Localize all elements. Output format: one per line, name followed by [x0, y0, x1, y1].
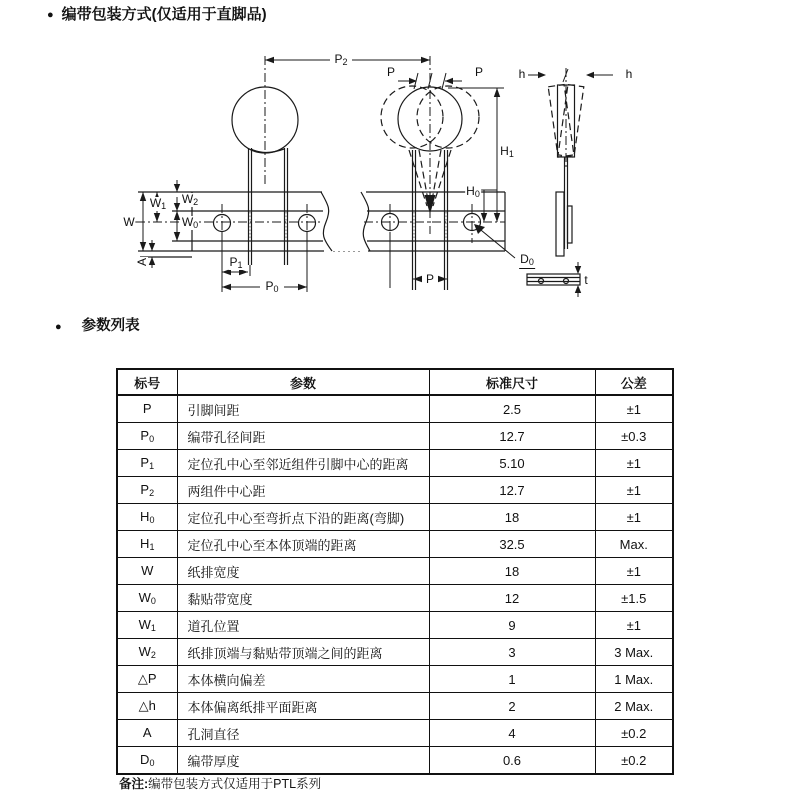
param-cell: 黏贴带宽度 — [177, 585, 429, 612]
symbol-cell: $W_0$ — [117, 585, 177, 612]
size-cell: 18 — [429, 558, 595, 585]
symbol-cell: A — [117, 720, 177, 747]
size-cell: 5.10 — [429, 450, 595, 477]
table-row — [117, 693, 673, 720]
symbol-cell: $H_1$ — [117, 531, 177, 558]
dim-label-t: t — [584, 273, 588, 287]
table-row — [117, 423, 673, 450]
note-text: 编带包装方式仅适用于PTL系列 — [148, 777, 322, 791]
dim-label-h-right: h — [625, 67, 633, 81]
header-symbol: 标号 — [117, 369, 177, 395]
dim-label-w1: $W_1$ — [149, 196, 167, 211]
tol-cell: Max. — [595, 531, 673, 558]
table-row — [117, 395, 673, 423]
dim-label-p-top-right: P — [474, 65, 484, 79]
size-cell: 12 — [429, 585, 595, 612]
param-cell: 编带孔径间距 — [177, 423, 429, 450]
param-cell: 道孔位置 — [177, 612, 429, 639]
size-cell: 18 — [429, 504, 595, 531]
bullet-icon: ● — [47, 9, 54, 21]
dim-label-p0: $P_0$ — [265, 279, 279, 294]
note-label: 备注: — [119, 777, 149, 791]
param-cell: 孔洞直径 — [177, 720, 429, 747]
dim-label-h-left: h — [518, 67, 526, 81]
tol-cell: ±1 — [595, 477, 673, 504]
param-cell: 纸排顶端与黏贴带顶端之间的距离 — [177, 639, 429, 666]
param-cell: 定位孔中心至弯折点下沿的距离(弯脚) — [177, 504, 429, 531]
symbol-cell: P — [117, 395, 177, 423]
dim-label-w0: $W_0$ — [181, 215, 199, 230]
symbol-cell: $P_2$ — [117, 477, 177, 504]
dim-label-p1: $P_1$ — [229, 255, 243, 270]
table-header-row — [117, 369, 673, 395]
table-row — [117, 666, 673, 693]
dim-label-d0: $D_0$ — [520, 252, 534, 267]
tol-cell: ±0.2 — [595, 720, 673, 747]
tol-cell: 2 Max. — [595, 693, 673, 720]
size-cell: 4 — [429, 720, 595, 747]
table-row — [117, 612, 673, 639]
table-row — [117, 585, 673, 612]
tol-cell: ±1 — [595, 558, 673, 585]
size-cell: 2.5 — [429, 395, 595, 423]
param-cell: 定位孔中心至邻近组件引脚中心的距离 — [177, 450, 429, 477]
param-cell: 编带厚度 — [177, 747, 429, 775]
param-cell: 本体偏离纸排平面距离 — [177, 693, 429, 720]
tol-cell: ±1 — [595, 504, 673, 531]
table-note — [119, 774, 321, 792]
size-cell: 12.7 — [429, 477, 595, 504]
dim-label-p-top-left: P — [386, 65, 396, 79]
symbol-cell: W — [117, 558, 177, 585]
header-tolerance: 公差 — [595, 369, 673, 395]
symbol-cell: $D_0$ — [117, 747, 177, 775]
tol-cell: ±1 — [595, 395, 673, 423]
section-title-parameters — [55, 318, 140, 335]
table-row — [117, 504, 673, 531]
table-row — [117, 720, 673, 747]
size-cell: 9 — [429, 612, 595, 639]
param-cell: 两组件中心距 — [177, 477, 429, 504]
dim-label-h1: $H_1$ — [500, 144, 514, 159]
size-cell: 1 — [429, 666, 595, 693]
header-parameter: 参数 — [177, 369, 429, 395]
tol-cell: ±1.5 — [595, 585, 673, 612]
section-title-text: 参数列表 — [81, 318, 140, 334]
tol-cell: 3 Max. — [595, 639, 673, 666]
dim-label-w2: $W_2$ — [181, 192, 199, 207]
table-row — [117, 558, 673, 585]
table-row — [117, 747, 673, 775]
header-standard-size: 标准尺寸 — [429, 369, 595, 395]
size-cell: 0.6 — [429, 747, 595, 775]
tol-cell: 1 Max. — [595, 666, 673, 693]
taping-diagram — [0, 0, 790, 312]
dim-label-w: W — [123, 215, 135, 229]
param-cell: 定位孔中心至本体顶端的距离 — [177, 531, 429, 558]
page-title-text: 编带包装方式(仅适用于直脚品) — [61, 6, 267, 23]
bullet-icon: ● — [55, 321, 62, 333]
symbol-cell: $P_1$ — [117, 450, 177, 477]
dim-label-p-bottom: P — [425, 272, 435, 286]
tol-cell: ±1 — [595, 612, 673, 639]
symbol-cell: △P — [117, 666, 177, 693]
symbol-cell: $H_0$ — [117, 504, 177, 531]
table-row — [117, 531, 673, 558]
size-cell: 12.7 — [429, 423, 595, 450]
param-cell: 纸排宽度 — [177, 558, 429, 585]
size-cell: 32.5 — [429, 531, 595, 558]
tol-cell: ±0.3 — [595, 423, 673, 450]
symbol-cell: △h — [117, 693, 177, 720]
table-row — [117, 450, 673, 477]
param-cell: 引脚间距 — [177, 395, 429, 423]
table-row — [117, 639, 673, 666]
param-cell: 本体横向偏差 — [177, 666, 429, 693]
parameter-table — [116, 368, 674, 775]
dim-label-p2: $P_2$ — [334, 52, 348, 67]
symbol-cell: $P_0$ — [117, 423, 177, 450]
tol-cell: ±0.2 — [595, 747, 673, 775]
dim-label-a: A — [135, 257, 149, 267]
symbol-cell: $W_1$ — [117, 612, 177, 639]
table-row — [117, 477, 673, 504]
size-cell: 2 — [429, 693, 595, 720]
tol-cell: ±1 — [595, 450, 673, 477]
dim-label-h0: $H_0$ — [466, 184, 480, 199]
size-cell: 3 — [429, 639, 595, 666]
symbol-cell: $W_2$ — [117, 639, 177, 666]
